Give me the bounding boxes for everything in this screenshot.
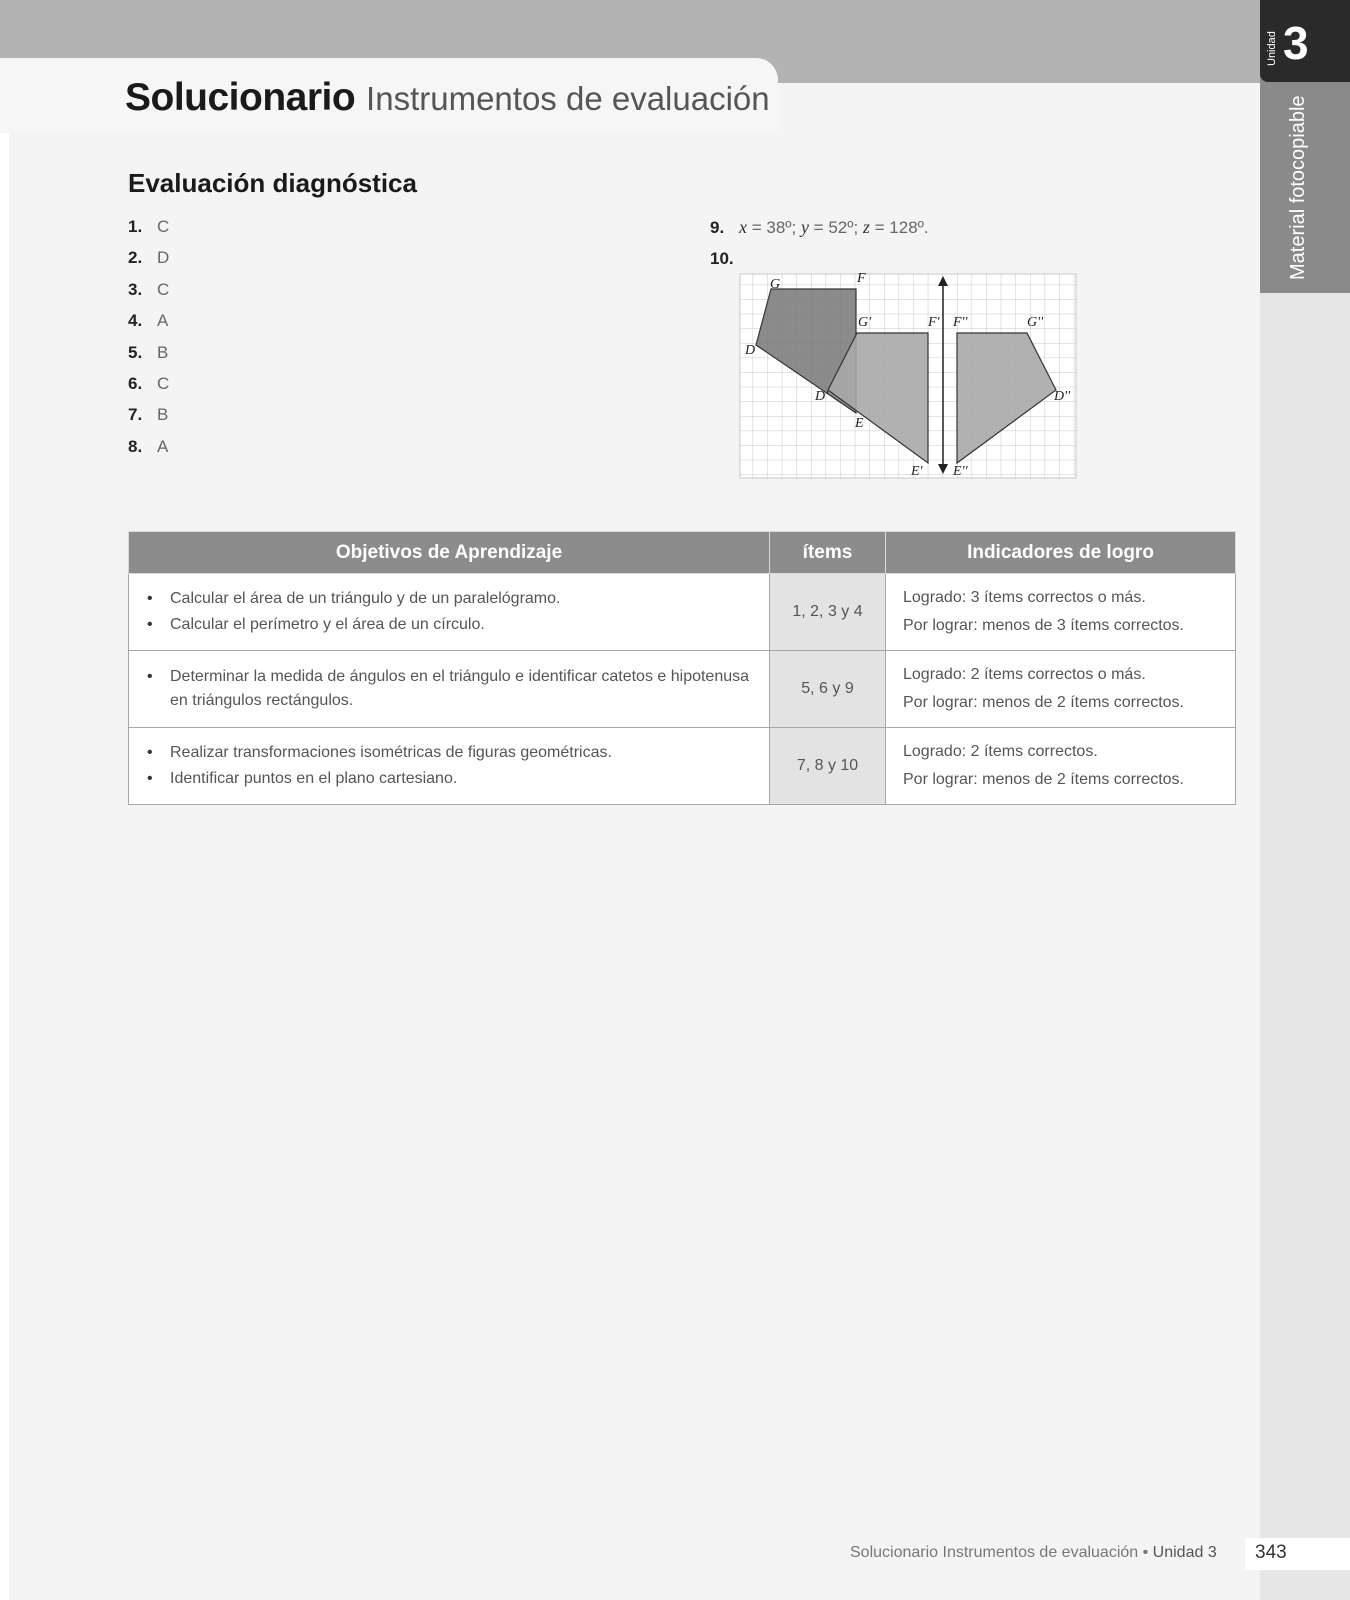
indicator-pending: Por lograr: menos de 2 ítems correctos.	[903, 694, 1184, 711]
label-D-double-prime: D''	[1054, 389, 1071, 404]
var-y: y	[800, 217, 809, 237]
answer-value: D	[157, 248, 170, 268]
answer-item	[128, 311, 169, 342]
label-G-double-prime: G''	[1027, 315, 1044, 330]
items-cell: 7, 8 y 10	[770, 728, 886, 805]
answer-item	[128, 343, 169, 374]
answer-9	[710, 217, 929, 238]
answer-item	[128, 437, 169, 468]
header-indicators: Indicadores de logro	[886, 532, 1236, 574]
answer-number: 5.	[128, 342, 143, 362]
label-F: F	[857, 271, 866, 286]
answer-value: C	[157, 217, 170, 236]
answer-item	[128, 405, 169, 436]
objectives-cell	[129, 574, 770, 651]
objectives-cell	[129, 728, 770, 805]
label-F-prime: F'	[928, 315, 940, 330]
label-E-prime: E'	[911, 464, 923, 479]
unit-number: 3	[1283, 17, 1309, 69]
indicators-cell	[886, 728, 1236, 805]
answer-number: 2.	[128, 248, 143, 268]
answer-number: 8.	[128, 436, 143, 456]
answer-value: A	[157, 436, 169, 456]
answer-10	[710, 249, 739, 269]
answer-value: B	[157, 405, 169, 425]
var-z: z	[862, 217, 870, 237]
footer-separator: •	[1138, 1544, 1153, 1561]
footer	[850, 1544, 1217, 1562]
answer-value: C	[157, 279, 170, 299]
value-x: = 38º;	[747, 218, 801, 237]
answer-number: 1.	[128, 217, 143, 236]
answer-number: 6.	[128, 373, 143, 393]
var-x: x	[739, 217, 747, 237]
side-caption: Material fotocopiable	[1287, 95, 1309, 280]
answer-item	[128, 280, 169, 311]
answer-number: 9.	[710, 218, 725, 237]
value-z: = 128º.	[869, 218, 929, 237]
table-row	[129, 651, 1236, 728]
answer-value: C	[157, 373, 170, 393]
page-number: 343	[1255, 1542, 1287, 1563]
footer-unit: Unidad 3	[1152, 1544, 1217, 1561]
answer-value: A	[157, 311, 169, 331]
header-items: ítems	[770, 532, 886, 574]
indicator-achieved: Logrado: 2 ítems correctos o más.	[903, 666, 1146, 683]
answer-number: 3.	[128, 279, 143, 299]
label-F-double-prime: F''	[953, 315, 968, 330]
indicators-cell	[886, 574, 1236, 651]
label-D: D	[745, 343, 756, 358]
answer-item	[128, 374, 169, 405]
label-G-prime: G'	[858, 315, 872, 330]
indicator-achieved: Logrado: 2 ítems correctos.	[903, 743, 1098, 760]
header-objectives: Objetivos de Aprendizaje	[129, 532, 770, 574]
label-G: G	[770, 277, 781, 292]
objective-item: • Determinar la medida de ángulos en el triángulo e identificar catetos e hipotenusa en triángulos rectángulos.	[143, 665, 757, 713]
answer-list	[128, 217, 169, 468]
objectives-table	[128, 531, 1236, 805]
table-row	[129, 728, 1236, 805]
unit-word: Unidad	[1266, 31, 1278, 66]
answer-number: 10.	[710, 249, 734, 268]
indicators-cell	[886, 651, 1236, 728]
answer-value: B	[157, 342, 169, 362]
objective-item: • Realizar transformaciones isométricas de figuras geométricas.	[143, 741, 757, 765]
answer-item	[128, 248, 169, 279]
answer-number: 7.	[128, 405, 143, 425]
page-title-strong: Solucionario	[125, 76, 356, 119]
value-y: = 52º;	[808, 218, 863, 237]
page-title-light: Instrumentos de evaluación	[366, 80, 770, 117]
objective-item: • Calcular el perímetro y el área de un círculo.	[143, 613, 757, 637]
indicator-pending: Por lograr: menos de 3 ítems correctos.	[903, 617, 1184, 634]
page-edge	[0, 133, 9, 1600]
table-row	[129, 574, 1236, 651]
indicator-achieved: Logrado: 3 ítems correctos o más.	[903, 589, 1146, 606]
items-cell: 1, 2, 3 y 4	[770, 574, 886, 651]
items-cell: 5, 6 y 9	[770, 651, 886, 728]
indicator-pending: Por lograr: menos de 2 ítems correctos.	[903, 771, 1184, 788]
answer-item	[128, 217, 169, 248]
label-E-double-prime: E''	[953, 464, 968, 479]
section-title: Evaluación diagnóstica	[128, 168, 417, 198]
objective-item: • Calcular el área de un triángulo y de un paralelógramo.	[143, 587, 757, 611]
objectives-cell	[129, 651, 770, 728]
label-D-prime: D'	[815, 389, 829, 404]
objective-item: • Identificar puntos en el plano cartesiano.	[143, 767, 757, 791]
answer-number: 4.	[128, 311, 143, 331]
transformation-figure	[738, 270, 1078, 480]
label-E: E	[855, 416, 864, 431]
page-title	[125, 76, 770, 120]
footer-text: Solucionario Instrumentos de evaluación	[850, 1544, 1139, 1561]
